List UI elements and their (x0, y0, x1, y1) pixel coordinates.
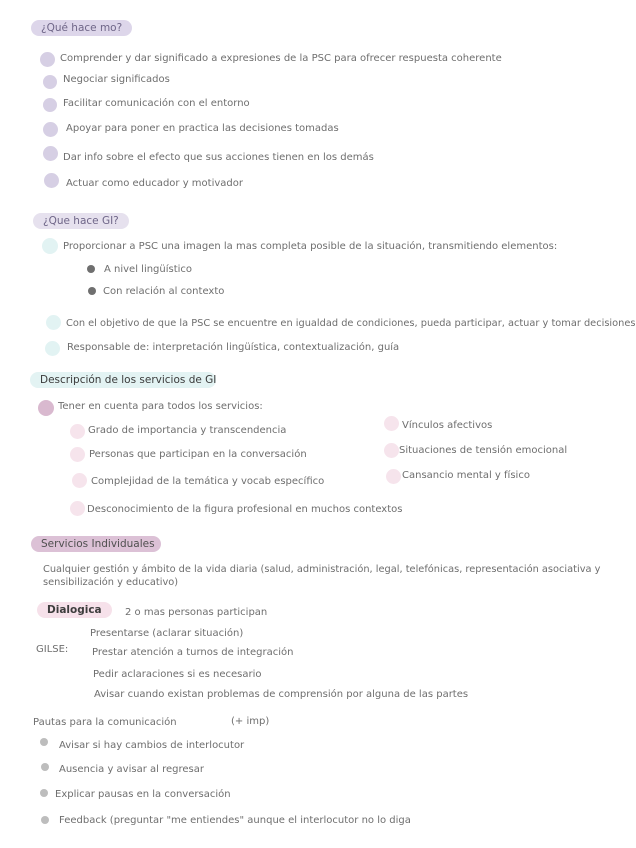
list-item: Tener en cuenta para todos los servicios: (58, 401, 263, 412)
bullet-dot (43, 98, 57, 112)
list-item: Negociar significados (63, 74, 170, 85)
bullet-dot (44, 173, 59, 188)
sub-list-item: Con relación al contexto (103, 286, 225, 297)
list-item: Ausencia y avisar al regresar (59, 764, 204, 775)
bullet-dot (70, 501, 85, 516)
section-tag-servicios-individuales: Servicios Individuales (31, 536, 161, 552)
list-item: Vínculos afectivos (402, 420, 493, 431)
bullet-dot (42, 238, 58, 254)
bullet-dot (40, 789, 48, 797)
list-item: Desconocimiento de la figura profesional en muchos contextos (87, 504, 403, 515)
section-tag-que-hace-mo: ¿Qué hace mo? (31, 20, 132, 36)
bullet-dot (38, 400, 54, 416)
bullet-dot (40, 738, 48, 746)
list-item: Responsable de: interpretación lingüística, contextualización, guía (67, 342, 400, 353)
sub-bullet-dot (87, 265, 95, 273)
section-tag-que-hace-gi: ¿Que hace GI? (33, 213, 129, 229)
bullet-dot (72, 473, 87, 488)
sub-bullet-dot (88, 287, 96, 295)
list-item: Avisar si hay cambios de interlocutor (59, 740, 245, 751)
gilse-item: Avisar cuando existan problemas de comprensión por alguna de las partes (94, 689, 469, 700)
list-item: Feedback (preguntar "me entiendes" aunque el interlocutor no lo diga (59, 815, 411, 826)
bullet-dot (43, 122, 58, 137)
list-item: Actuar como educador y motivador (66, 178, 243, 189)
list-item: Facilitar comunicación con el entorno (63, 98, 250, 109)
gilse-label: GILSE: (36, 644, 69, 655)
bullet-dot (43, 75, 57, 89)
list-item: Personas que participan en la conversación (89, 449, 307, 460)
section-tag-descripcion-servicios: Descripción de los servicios de GI (30, 372, 216, 388)
gilse-item: Presentarse (aclarar situación) (90, 628, 244, 639)
list-item: Proporcionar a PSC una imagen la mas completa posible de la situación, transmitiendo elementos: (63, 241, 558, 252)
list-item: Apoyar para poner en practica las decisiones tomadas (66, 123, 339, 134)
dialogica-tag: Dialogica (37, 602, 112, 618)
bullet-dot (41, 763, 49, 771)
pautas-title: Pautas para la comunicación (33, 717, 177, 728)
bullet-dot (43, 146, 58, 161)
gilse-item: Prestar atención a turnos de integración (92, 647, 294, 658)
bullet-dot (384, 416, 399, 431)
list-item: Explicar pausas en la conversación (55, 789, 231, 800)
bullet-dot (46, 315, 61, 330)
bullet-dot (70, 424, 85, 439)
gilse-item: Pedir aclaraciones si es necesario (93, 669, 262, 680)
list-item: Grado de importancia y transcendencia (88, 425, 287, 436)
bullet-dot (70, 447, 85, 462)
bullet-dot (386, 469, 401, 484)
list-item: Cansancio mental y físico (402, 470, 530, 481)
bullet-dot (41, 816, 49, 824)
description-line: Cualquier gestión y ámbito de la vida diaria (salud, administración, legal, telefónicas, representación asociativa y (43, 564, 601, 575)
list-item: Con el objetivo de que la PSC se encuentre en igualdad de condiciones, pueda participar, actuar y tomar decisiones (66, 318, 636, 329)
list-item: Dar info sobre el efecto que sus acciones tienen en los demás (63, 152, 374, 163)
bullet-dot (40, 52, 55, 67)
dialogica-note: 2 o mas personas participan (125, 607, 268, 618)
list-item: Complejidad de la temática y vocab específico (91, 476, 325, 487)
bullet-dot (45, 341, 60, 356)
list-item: Situaciones de tensión emocional (399, 445, 568, 456)
description-line: sensibilización y educativo) (43, 577, 179, 588)
pautas-note: (+ imp) (231, 716, 270, 727)
list-item: Comprender y dar significado a expresiones de la PSC para ofrecer respuesta coherente (60, 53, 502, 64)
sub-list-item: A nivel lingüístico (104, 264, 193, 275)
bullet-dot (384, 443, 399, 458)
